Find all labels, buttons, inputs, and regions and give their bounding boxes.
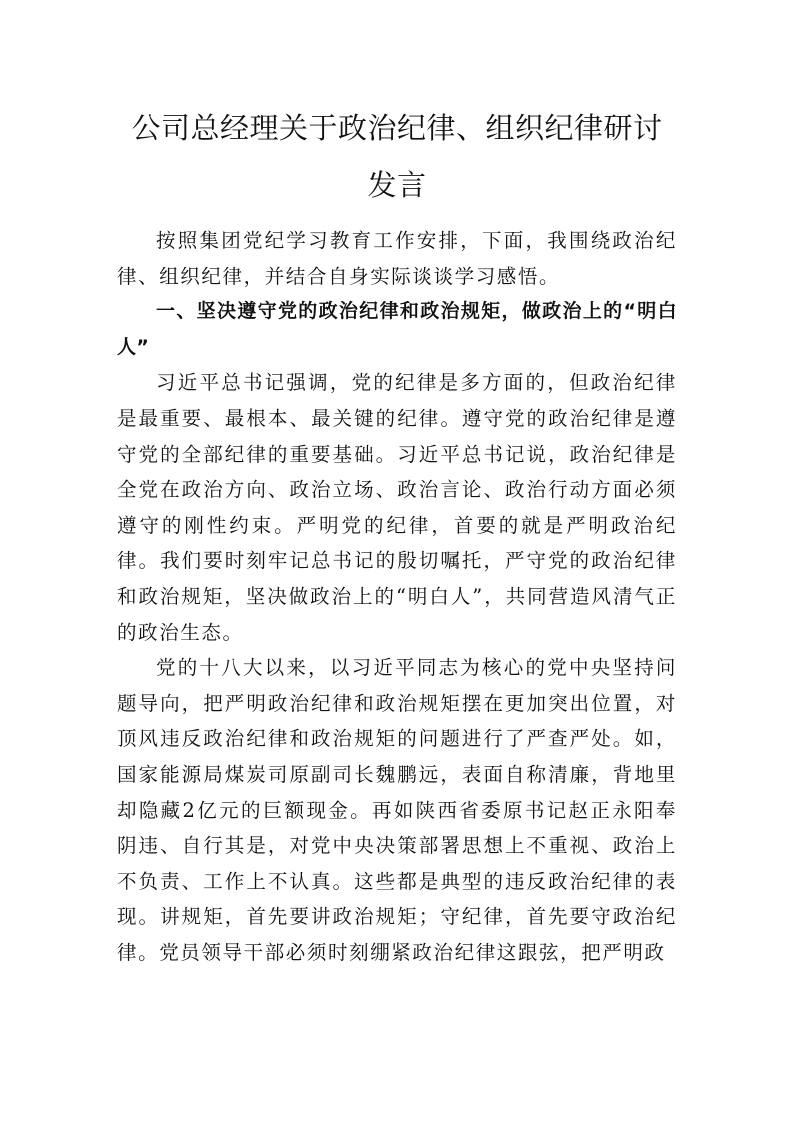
document-title: 公司总经理关于政治纪律、组织纪律研讨发言 bbox=[131, 111, 663, 202]
intro-paragraph: 按照集团党纪学习教育工作安排，下面，我围绕政治纪律、组织纪律，并结合自身实际谈谈学习感悟。 bbox=[117, 229, 677, 288]
body-paragraph-2: 党的十八大以来，以习近平同志为核心的党中央坚持问题导向，把严明政治纪律和政治规矩摆在更加突出位置，对顶风违反政治纪律和政治规矩的问题进行了严查严处。如，国家能源局煤炭司原副司长魏鹏远，表面自称清廉，背地里却隐藏2亿元的巨额现金。再如陕西省委原书记赵正永阳奉阴违、自行其是，对党中央决策部署思想上不重视、政治上不负责、工作上不认真。这些都是典型的违反政治纪律的表现。讲规矩，首先要讲政治规矩；守纪律，首先要守政治纪律。党员领导干部必须时刻绷紧政治纪律这跟弦，把严明政 bbox=[117, 656, 677, 964]
document-body bbox=[117, 100, 677, 970]
section-heading-1: 一、坚决遵守党的政治纪律和政治规矩，做政治上的“明白人” bbox=[117, 300, 677, 358]
body-paragraph-1: 习近平总书记强调，党的纪律是多方面的，但政治纪律是最重要、最根本、最关键的纪律。遵守党的政治纪律是遵守党的全部纪律的重要基础。习近平总书记说，政治纪律是全党在政治方向、政治立场、政治言论、政治行动方面必须遵守的刚性约束。严明党的纪律，首要的就是严明政治纪律。我们要时刻牢记总书记的殷切嘱托，严守党的政治纪律和政治规矩，坚决做政治上的“明白人”，共同营造风清气正的政治生态。 bbox=[117, 371, 677, 644]
